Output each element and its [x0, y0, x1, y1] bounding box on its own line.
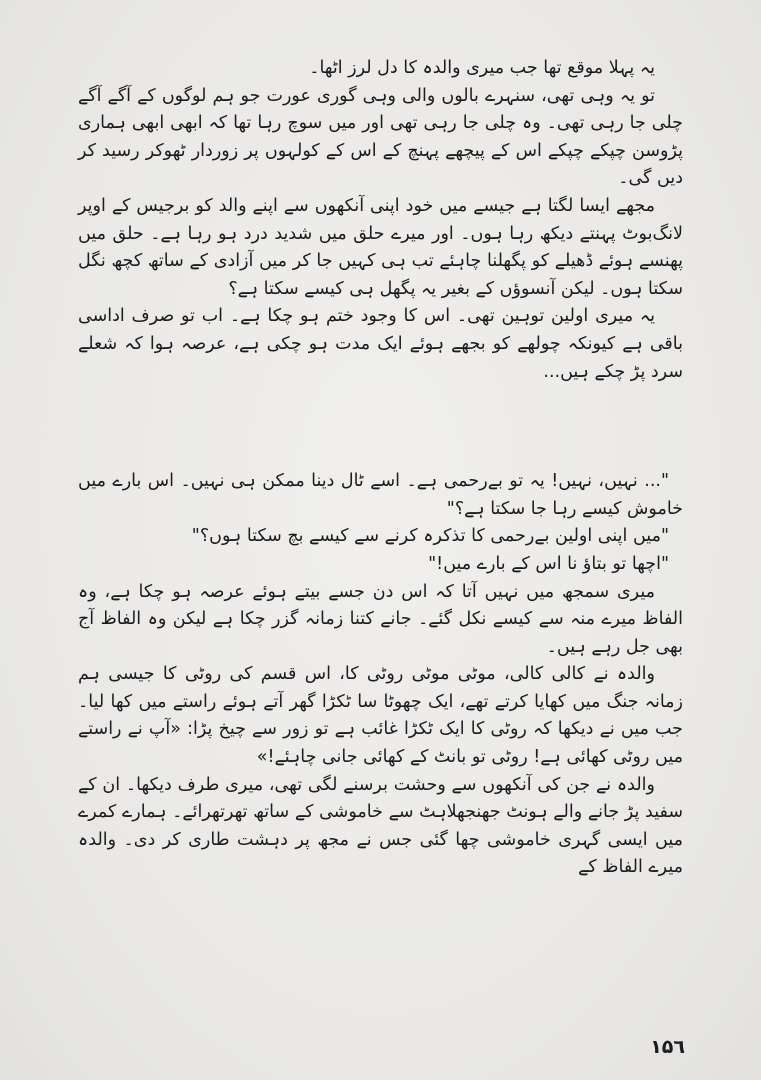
paragraph: والدہ نے کالی کالی، موٹی موٹی روٹی کا، اس قسم کی روٹی کا جیسی ہم زمانہ جنگ میں کھایا کرتے تھے، ایک چھوٹا سا ٹکڑا گھر آتے ہوئے راستے میں کھا لیا۔ جب میں نے دیکھا کہ روٹی کا ایک ٹکڑا غائب ہے تو زور سے چیخ پڑا: «آپ نے راستے میں روٹی کھائی ہے! روٹی تو بانٹ کے کھائی جانی چاہئے!» — [78, 664, 683, 768]
page-number: ۱۵٦ — [650, 1036, 685, 1058]
paragraph: والدہ نے جن کی آنکھوں سے وحشت برسنے لگی تھی، میری طرف دیکھا۔ ان کے سفید پڑ جانے والے ہونٹ جھنجھلاہٹ سے خاموشی کے ساتھ تھرتھرائے۔ ہمارے کمرے میں ایسی گہری خاموشی چھا گئی جس نے مجھ پر دہشت طاری کر دی۔ والدہ میرے الفاظ کے — [78, 774, 683, 878]
paragraph: یہ پہلا موقع تھا جب میری والدہ کا دل لرز اٹھا۔ — [309, 58, 655, 78]
paragraph: تو یہ وہی تھی، سنہرے بالوں والی وہی گوری عورت جو ہم لوگوں کے آگے آگے چلی جا رہی تھی۔ وہ چلی جا رہی تھی اور میں سوچ رہا تھا کہ ابھی ابھی ہماری پڑوسن چپکے چپکے اس کے پیچھے پہنچ کے اس کے کولہوں پر زوردار ٹھوکر رسید کر دیں گی۔ — [78, 85, 683, 189]
dialogue-paragraph: "اچھا تو بتاؤ نا اس کے بارے میں!" — [428, 553, 669, 574]
body-text — [78, 55, 683, 882]
dialogue-paragraph: "میں اپنی اولین بےرحمی کا تذکرہ کرنے سے کیسے بچ سکتا ہوں؟" — [191, 526, 669, 547]
dialogue-paragraph: "... نہیں، نہیں! یہ تو بےرحمی ہے۔ اسے ٹال دینا ممکن ہی نہیں۔ اس بارے میں خاموش کیسے رہا جا سکتا ہے؟" — [78, 471, 683, 519]
paragraph: یہ میری اولین توہین تھی۔ اس کا وجود ختم ہو چکا ہے۔ اب تو صرف اداسی باقی ہے کیونکہ چولھے کو بجھے ہوئے ایک مدت ہو چکی ہے، عرصہ ہوا کہ شعلے سرد پڑ چکے ہیں... — [78, 306, 683, 382]
paragraph: میری سمجھ میں نہیں آتا کہ اس دن جسے بیتے ہوئے عرصہ ہو چکا ہے، وہ الفاظ میرے منہ سے کیسے نکل گئے۔ جانے کتنا زمانہ گزر چکا ہے لیکن وہ الفاظ آج بھی جل رہے ہیں۔ — [78, 581, 683, 657]
section-break — [78, 386, 683, 468]
paragraph: مجھے ایسا لگتا ہے جیسے میں خود اپنی آنکھوں سے اپنے والد کو برجیس کے اوپر لانگ‌بوٹ پہنتے دیکھ رہا ہوں۔ اور میرے حلق میں شدید درد ہو رہا ہے۔ حلق میں پھنسے ہوئے ڈھیلے کو پگھلنا چاہئے تب ہی کہیں جا کر میں آزادی کے ساتھ کچھ نگل سکتا ہوں۔ لیکن آنسوؤں کے بغیر یہ پگھل ہی کیسے سکتا ہے؟ — [78, 195, 683, 299]
